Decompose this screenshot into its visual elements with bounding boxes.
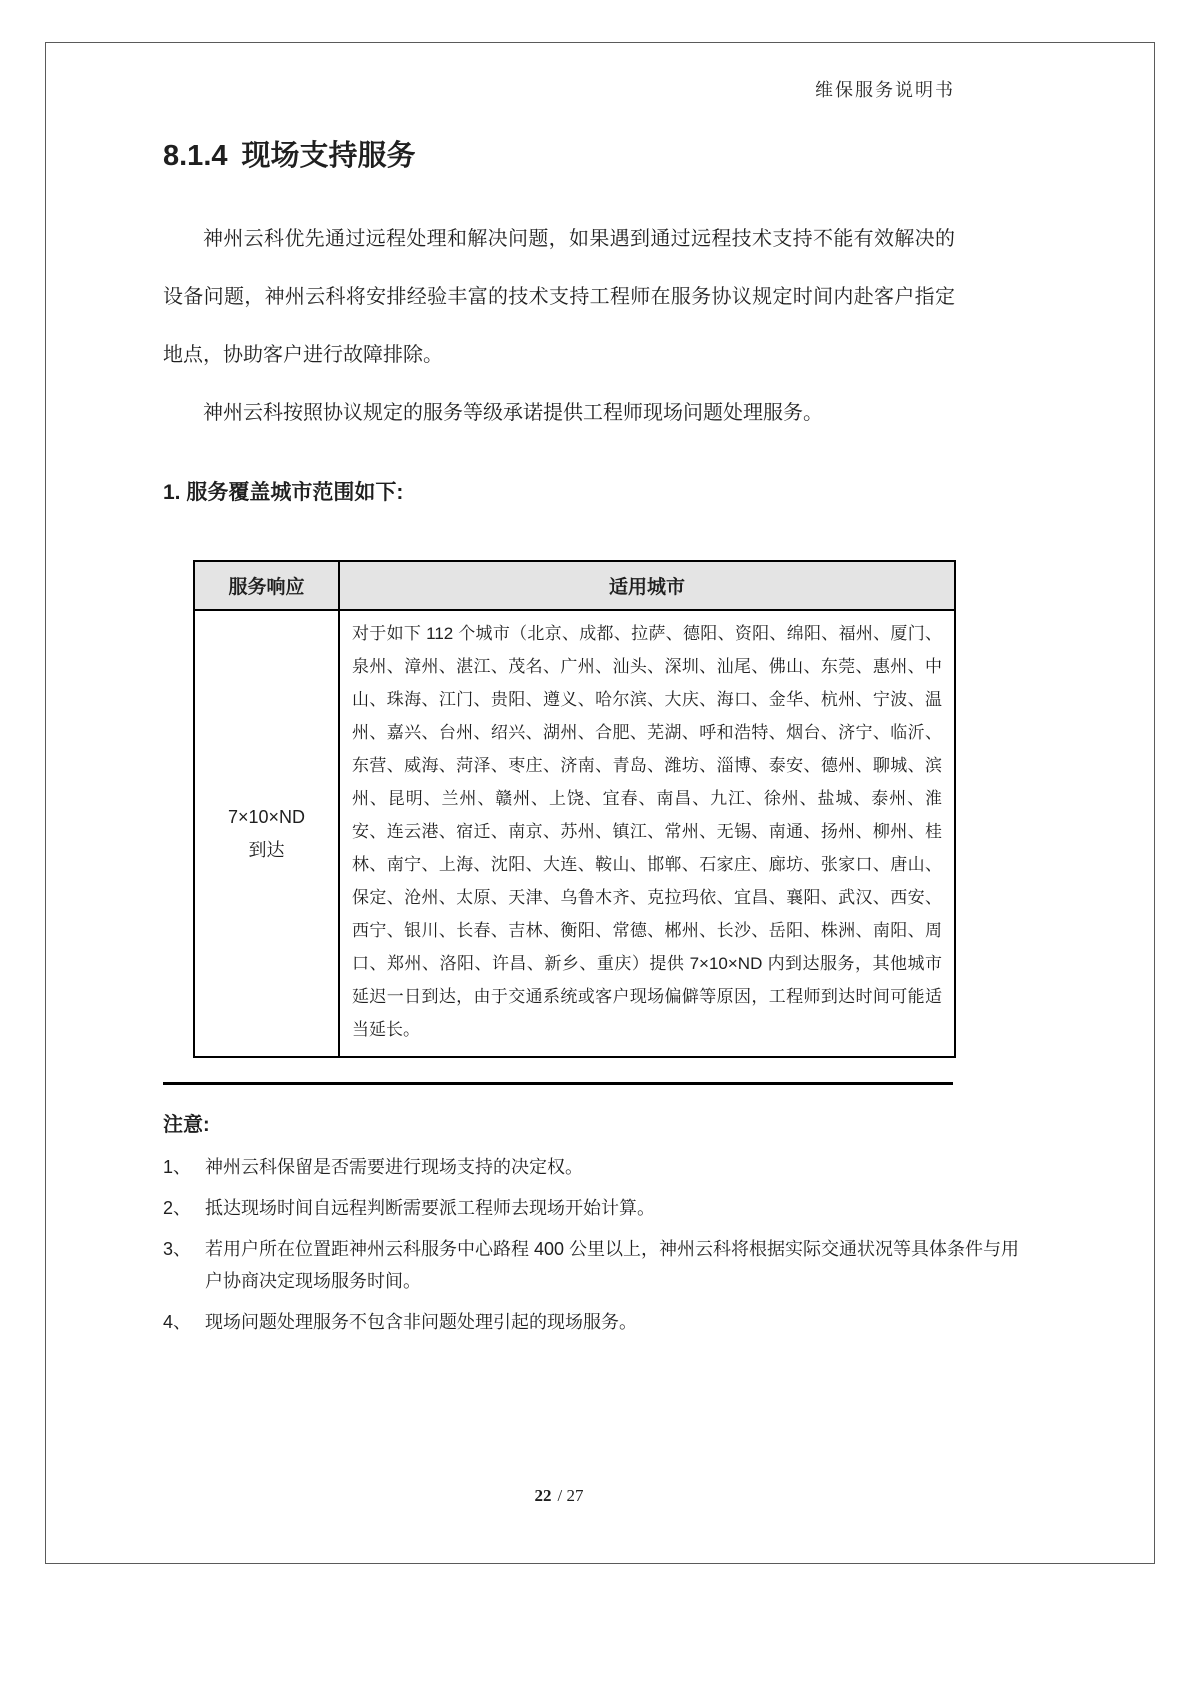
horizontal-rule (163, 1082, 953, 1085)
note-number: 3、 (163, 1239, 192, 1259)
section-number: 8.1.4 (163, 140, 228, 172)
paragraph-1: 神州云科优先通过远程处理和解决问题，如果遇到通过远程技术支持不能有效解决的设备问题，神州云科将安排经验丰富的技术支持工程师在服务协议规定时间内赴客户指定地点，协助客户进行故障排除。 (163, 228, 955, 366)
note-text: 抵达现场时间自远程判断需要派工程师去现场开始计算。 (205, 1198, 655, 1218)
note-text: 神州云科保留是否需要进行现场支持的决定权。 (205, 1157, 583, 1177)
notice-title: 注意: (163, 1114, 210, 1136)
note-item (163, 1306, 1035, 1338)
section-heading (163, 138, 1035, 174)
service-coverage-table (193, 560, 956, 1058)
section-title: 现场支持服务 (241, 140, 416, 172)
response-line-2: 到达 (248, 839, 285, 860)
page-number-current: 22 (534, 1486, 552, 1505)
column-header-service-response: 服务响应 (194, 561, 339, 610)
column-header-applicable-cities: 适用城市 (339, 561, 955, 610)
header-title: 维保服务说明书 (815, 80, 955, 100)
response-cell (194, 610, 339, 1057)
note-number: 1、 (163, 1157, 192, 1177)
note-item (163, 1233, 1035, 1297)
page-footer (163, 1486, 955, 1506)
cities-cell: 对于如下 112 个城市（北京、成都、拉萨、德阳、资阳、绵阳、福州、厦门、泉州、漳州、湛江、茂名、广州、汕头、深圳、汕尾、佛山、东莞、惠州、中山、珠海、江门、贵阳、遵义、哈尔滨、大庆、海口、金华、杭州、宁波、温州、嘉兴、台州、绍兴、湖州、合肥、芜湖、呼和浩特、烟台、济宁、临沂、东营、威海、菏泽、枣庄、济南、青岛、潍坊、淄博、泰安、德州、聊城、滨州、昆明、兰州、赣州、上饶、宜春、南昌、九江、徐州、盐城、泰州、淮安、连云港、宿迁、南京、苏州、镇江、常州、无锡、南通、扬州、柳州、桂林、南宁、上海、沈阳、大连、鞍山、邯郸、石家庄、廊坊、张家口、唐山、保定、沧州、太原、天津、乌鲁木齐、克拉玛依、宜昌、襄阳、武汉、西安、西宁、银川、长春、吉林、衡阳、常德、郴州、长沙、岳阳、株洲、南阳、周口、郑州、洛阳、许昌、新乡、重庆）提供 7×10×ND 内到达服务，其他城市延迟一日到达，由于交通系统或客户现场偏僻等原因，工程师到达时间可能适当延长。 (339, 610, 955, 1057)
note-text: 若用户所在位置距神州云科服务中心路程 400 公里以上，神州云科将根据实际交通状况等具体条件与用户协商决定现场服务时间。 (205, 1239, 1020, 1291)
note-number: 2、 (163, 1198, 192, 1218)
notes-list (163, 1151, 1035, 1338)
note-item (163, 1192, 1035, 1224)
content-area (163, 138, 1035, 1347)
page-number-total: / 27 (557, 1486, 584, 1505)
table-header-row (194, 561, 955, 610)
paragraph-2: 神州云科按照协议规定的服务等级承诺提供工程师现场问题处理服务。 (203, 402, 823, 424)
list-heading: 1. 服务覆盖城市范围如下: (163, 481, 404, 504)
body-paragraphs (163, 210, 955, 442)
note-number: 4、 (163, 1312, 192, 1332)
response-line-1: 7×10×ND (227, 806, 306, 827)
note-text: 现场问题处理服务不包含非问题处理引起的现场服务。 (205, 1312, 637, 1332)
table-row (194, 610, 955, 1057)
note-item (163, 1151, 1035, 1183)
document-header (163, 76, 955, 102)
